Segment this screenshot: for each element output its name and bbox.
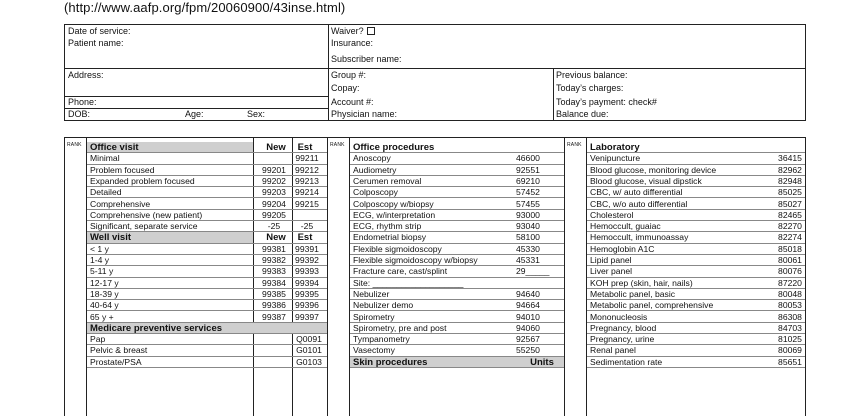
new-code: 99203: [262, 187, 286, 198]
procedure-code: 45331: [516, 255, 540, 265]
lab-row-label: Pregnancy, blood: [590, 322, 657, 333]
well-visit-row-label: < 1 y: [90, 243, 109, 254]
lab-row-label: Hemoccult, immunoassay: [590, 232, 689, 243]
dob-label: DOB:: [68, 109, 91, 119]
office-visit-row-label: Minimal: [90, 153, 120, 164]
well-visit-row-label: 1-4 y: [90, 255, 110, 265]
procedure-row-label: Colposcopy w/biopsy: [353, 198, 434, 209]
procedure-code: 92567: [516, 334, 540, 345]
procedure-code: 94010: [516, 311, 540, 322]
waiver-label: [331, 26, 375, 37]
procedure-row-label: Cerumen removal: [353, 175, 422, 186]
lab-code: 36415: [778, 153, 802, 164]
procedure-row-label: Colposcopy: [353, 187, 398, 198]
procedure-code: 57455: [516, 198, 540, 209]
procedure-row[interactable]: [350, 221, 564, 232]
medicare-row[interactable]: [87, 334, 327, 345]
well-new-code: 99384: [262, 277, 286, 288]
well-visit-row[interactable]: [87, 300, 327, 311]
copay-label: Copay:: [331, 83, 360, 93]
medicare-row[interactable]: [87, 345, 327, 356]
procedure-row-label: Site: ___________________: [353, 277, 464, 288]
well-est-code: 99395: [295, 288, 319, 299]
lab-row-label: Blood glucose, visual dipstick: [590, 175, 702, 186]
office-visit-column: [65, 138, 328, 416]
est-header: Est: [297, 142, 313, 153]
group-label: Group #:: [331, 70, 367, 80]
well-est-code: 99396: [295, 300, 319, 311]
lab-code: 84703: [778, 322, 802, 333]
procedure-row-label: Nebulizer: [353, 288, 390, 299]
lab-code: 82274: [778, 232, 802, 243]
lab-row[interactable]: [587, 176, 806, 187]
lab-code: 86308: [778, 311, 802, 322]
patient-name-label: Patient name:: [68, 38, 124, 48]
medicare-row-label: Pap: [90, 334, 106, 345]
new-code: 99204: [262, 198, 286, 209]
procedure-row[interactable]: [350, 176, 564, 187]
well-new-code: 99387: [262, 311, 286, 322]
age-label: Age:: [185, 109, 204, 119]
lab-row[interactable]: [587, 187, 806, 198]
office-visit-row-label: Expanded problem focused: [90, 175, 195, 186]
lab-row[interactable]: [587, 300, 806, 311]
lab-row[interactable]: [587, 323, 806, 334]
procedure-row[interactable]: [350, 323, 564, 334]
medicare-code: Q0091: [296, 334, 322, 345]
lab-row[interactable]: [587, 221, 806, 232]
lab-row-label: Blood glucose, monitoring device: [590, 164, 717, 175]
office-visit-rows: [87, 138, 327, 416]
medicare-row-label: Prostate/PSA: [90, 356, 142, 367]
lab-row-label: Sedimentation rate: [590, 356, 663, 367]
office-visit-row-label: Comprehensive (new patient): [90, 209, 203, 220]
office-visit-row[interactable]: [87, 210, 327, 221]
medicare-row[interactable]: [87, 357, 327, 368]
est-code: -25: [300, 221, 314, 232]
procedure-code: 92551: [516, 164, 540, 175]
procedure-row-label: Flexible sigmoidoscopy w/biopsy: [353, 255, 478, 265]
procedure-row[interactable]: [350, 289, 564, 300]
procedure-row[interactable]: [350, 266, 564, 277]
lab-row[interactable]: [587, 255, 806, 266]
lab-code: 80061: [778, 255, 802, 265]
office-visit-row-label: Problem focused: [90, 164, 155, 175]
lab-code: 85025: [778, 187, 802, 198]
procedure-row[interactable]: [350, 165, 564, 176]
lab-code: 82962: [778, 164, 802, 175]
lab-row-label: CBC, w/o auto differential: [590, 198, 688, 209]
laboratory-header[interactable]: [587, 142, 806, 153]
procedure-row[interactable]: [350, 334, 564, 345]
office-visit-row[interactable]: [87, 176, 327, 187]
lab-code: 81025: [778, 334, 802, 345]
lab-code: 80076: [778, 266, 802, 277]
patient-info-box: [64, 24, 806, 121]
procedure-row[interactable]: [350, 153, 564, 164]
new-code: 99205: [262, 209, 286, 220]
procedure-row-label: Fracture care, cast/splint: [353, 266, 448, 277]
well-est-code: 99397: [295, 311, 319, 322]
well-new-code: 99385: [262, 288, 286, 299]
office-visit-row-label: Significant, separate service: [90, 221, 198, 232]
info-hline-4: [328, 68, 805, 69]
lab-row[interactable]: [587, 278, 806, 289]
new-code: -25: [267, 221, 281, 232]
well-visit-row-label: 18-39 y: [90, 288, 119, 299]
medicare-code: G0103: [296, 356, 322, 367]
lab-row-label: Hemoglobin A1C: [590, 243, 655, 254]
lab-code: 80069: [778, 345, 802, 356]
procedure-row-label: Nebulizer demo: [353, 300, 414, 311]
est-code: 99212: [295, 164, 319, 175]
well-visit-row[interactable]: [87, 255, 327, 266]
procedure-row-label: Audiometry: [353, 164, 397, 175]
info-hline-2: [65, 96, 328, 97]
balance-due-label: Balance due:: [556, 109, 609, 119]
well-visit-row[interactable]: [87, 312, 327, 323]
procedure-row-label: Tympanometry: [353, 334, 410, 345]
lab-code: 85027: [778, 198, 802, 209]
lab-row-label: Metabolic panel, comprehensive: [590, 300, 714, 311]
date-of-service-label: Date of service:: [68, 26, 131, 36]
units-header: Units: [530, 356, 554, 368]
laboratory-column: [565, 138, 806, 416]
procedures-header-label: Office procedures: [353, 142, 435, 153]
billing-grid: [64, 137, 806, 416]
subscriber-name-label: Subscriber name:: [331, 54, 402, 64]
lab-code: 87220: [778, 277, 802, 288]
well-visit-row[interactable]: [87, 278, 327, 289]
rank-label-3: RANK: [567, 142, 582, 148]
procedure-row-label: Endometrial biopsy: [353, 232, 427, 243]
well-new-code: 99381: [262, 243, 286, 254]
office-visit-rank-column: [65, 138, 87, 416]
office-visit-row[interactable]: [87, 199, 327, 210]
procedure-code: 93000: [516, 209, 540, 220]
procedure-row[interactable]: [350, 244, 564, 255]
well-new-code: 99383: [262, 266, 286, 277]
info-divider-1: [328, 25, 329, 120]
office-visit-row[interactable]: [87, 187, 327, 198]
procedure-row-label: ECG, rhythm strip: [353, 221, 422, 232]
well-est-header: Est: [297, 232, 313, 244]
lab-row[interactable]: [587, 244, 806, 255]
procedure-code: 45330: [516, 243, 540, 254]
lab-row[interactable]: [587, 357, 806, 368]
procedure-code: 94060: [516, 322, 540, 333]
lab-code: 85651: [778, 356, 802, 367]
waiver-text: Waiver?: [331, 26, 364, 36]
office-visit-row[interactable]: [87, 153, 327, 164]
well-new-code: 99386: [262, 300, 286, 311]
procedure-row-label: Spirometry, pre and post: [353, 322, 447, 333]
rank-label-2: RANK: [330, 142, 345, 148]
est-code: 99215: [295, 198, 319, 209]
lab-row-label: Liver panel: [590, 266, 633, 277]
medicare-header[interactable]: [87, 323, 327, 334]
well-visit-row[interactable]: [87, 244, 327, 255]
well-visit-row[interactable]: [87, 266, 327, 277]
procedure-code: 94664: [516, 300, 540, 311]
lab-row[interactable]: [587, 199, 806, 210]
procedure-row-label: Flexible sigmoidoscopy: [353, 243, 442, 254]
new-header: New: [266, 142, 286, 153]
procedure-row[interactable]: [350, 187, 564, 198]
lab-row[interactable]: [587, 232, 806, 243]
lab-row[interactable]: [587, 289, 806, 300]
well-est-code: 99391: [295, 243, 319, 254]
procedure-code: 93040: [516, 221, 540, 232]
procedure-row-label: Vasectomy: [353, 345, 395, 356]
procedure-row-label: Spirometry: [353, 311, 395, 322]
lab-row[interactable]: [587, 312, 806, 323]
lab-code: 82465: [778, 209, 802, 220]
todays-charges-label: Today’s charges:: [556, 83, 624, 93]
procedures-header[interactable]: [350, 142, 564, 153]
well-est-code: 99394: [295, 277, 319, 288]
well-new-code: 99382: [262, 255, 286, 265]
phone-label: Phone:: [68, 97, 97, 107]
lab-row-label: Metabolic panel, basic: [590, 288, 676, 299]
procedure-row[interactable]: [350, 199, 564, 210]
new-code: 99202: [262, 175, 286, 186]
todays-payment-label: Today’s payment: check#: [556, 97, 657, 107]
well-visit-row-label: 5-11 y: [90, 266, 114, 277]
well-visit-row[interactable]: [87, 289, 327, 300]
procedure-code: 46600: [516, 153, 540, 164]
est-code: 99214: [295, 187, 319, 198]
procedure-code: 69210: [516, 175, 540, 186]
lab-row-label: Hemoccult, guaiac: [590, 221, 661, 232]
procedures-rank-column: [328, 138, 350, 416]
well-new-header: New: [266, 232, 286, 244]
lab-row-label: Mononucleosis: [590, 311, 648, 322]
lab-code: 80053: [778, 300, 802, 311]
sex-label: Sex:: [247, 109, 266, 119]
procedure-row[interactable]: [350, 232, 564, 243]
rank-label: RANK: [67, 142, 82, 148]
new-code: 99201: [262, 164, 286, 175]
previous-balance-label: Previous balance:: [556, 70, 628, 80]
well-visit-row-label: 40-64 y: [90, 300, 119, 311]
procedure-code: 57452: [516, 187, 540, 198]
procedure-code: 55250: [516, 345, 540, 356]
well-visit-header-label: Well visit: [90, 232, 132, 244]
lab-row-label: Cholesterol: [590, 209, 634, 220]
skin-procedures-header-label: Skin procedures: [353, 356, 428, 368]
physician-name-label: Physician name:: [331, 109, 398, 119]
well-est-code: 99392: [295, 255, 319, 265]
office-visit-row-label: Comprehensive: [90, 198, 151, 209]
procedure-row[interactable]: [350, 312, 564, 323]
procedure-row[interactable]: [350, 345, 564, 356]
lab-row[interactable]: [587, 334, 806, 345]
lab-row[interactable]: [587, 165, 806, 176]
procedure-code: 94640: [516, 288, 540, 299]
lab-code: 80048: [778, 288, 802, 299]
well-visit-row-label: 65 y +: [90, 311, 114, 322]
info-hline-1: [65, 68, 328, 69]
office-visit-row[interactable]: [87, 165, 327, 176]
office-visit-row-label: Detailed: [90, 187, 122, 198]
lab-code: 85018: [778, 243, 802, 254]
lab-code: 82270: [778, 221, 802, 232]
skin-procedures-header[interactable]: [350, 357, 564, 368]
insurance-label: Insurance:: [331, 38, 374, 48]
procedure-code: 58100: [516, 232, 540, 243]
lab-row[interactable]: [587, 153, 806, 164]
procedure-code: 29_____: [516, 266, 550, 277]
lab-code: 82948: [778, 175, 802, 186]
medicare-header-label: Medicare preventive services: [90, 322, 223, 334]
lab-row[interactable]: [587, 266, 806, 277]
office-procedures-rows: [350, 138, 564, 416]
office-visit-header-label: Office visit: [90, 142, 139, 153]
well-visit-header[interactable]: [87, 232, 327, 243]
procedure-row-label: ECG, w/interpretation: [353, 209, 436, 220]
procedure-row[interactable]: [350, 300, 564, 311]
procedure-row[interactable]: [350, 255, 564, 266]
laboratory-header-label: Laboratory: [590, 142, 640, 153]
est-code: 99211: [295, 153, 319, 164]
procedure-row-label: Anoscopy: [353, 153, 391, 164]
procedure-row[interactable]: [350, 210, 564, 221]
laboratory-rows: [587, 138, 806, 416]
medicare-row-label: Pelvic & breast: [90, 345, 148, 356]
medicare-code: G0101: [296, 345, 322, 356]
office-visit-header[interactable]: [87, 142, 327, 153]
procedure-row[interactable]: [350, 278, 564, 289]
lab-row-label: Renal panel: [590, 345, 636, 356]
lab-row-label: Venipuncture: [590, 153, 641, 164]
office-visit-row[interactable]: [87, 221, 327, 232]
est-code: 99213: [295, 175, 319, 186]
lab-row-label: Lipid panel: [590, 255, 632, 265]
lab-row-label: CBC, w/ auto differential: [590, 187, 683, 198]
info-divider-2: [553, 68, 554, 120]
account-label: Account #:: [331, 97, 374, 107]
lab-row-label: Pregnancy, urine: [590, 334, 655, 345]
lab-row[interactable]: [587, 345, 806, 356]
laboratory-rank-column: [565, 138, 587, 416]
office-procedures-column: [328, 138, 565, 416]
waiver-checkbox[interactable]: [367, 27, 375, 35]
address-label: Address:: [68, 70, 104, 80]
well-est-code: 99393: [295, 266, 319, 277]
well-visit-row-label: 12-17 y: [90, 277, 119, 288]
source-url[interactable]: (http://www.aafp.org/fpm/20060900/43inse.html): [64, 0, 346, 15]
lab-row[interactable]: [587, 210, 806, 221]
lab-row-label: KOH prep (skin, hair, nails): [590, 277, 693, 288]
